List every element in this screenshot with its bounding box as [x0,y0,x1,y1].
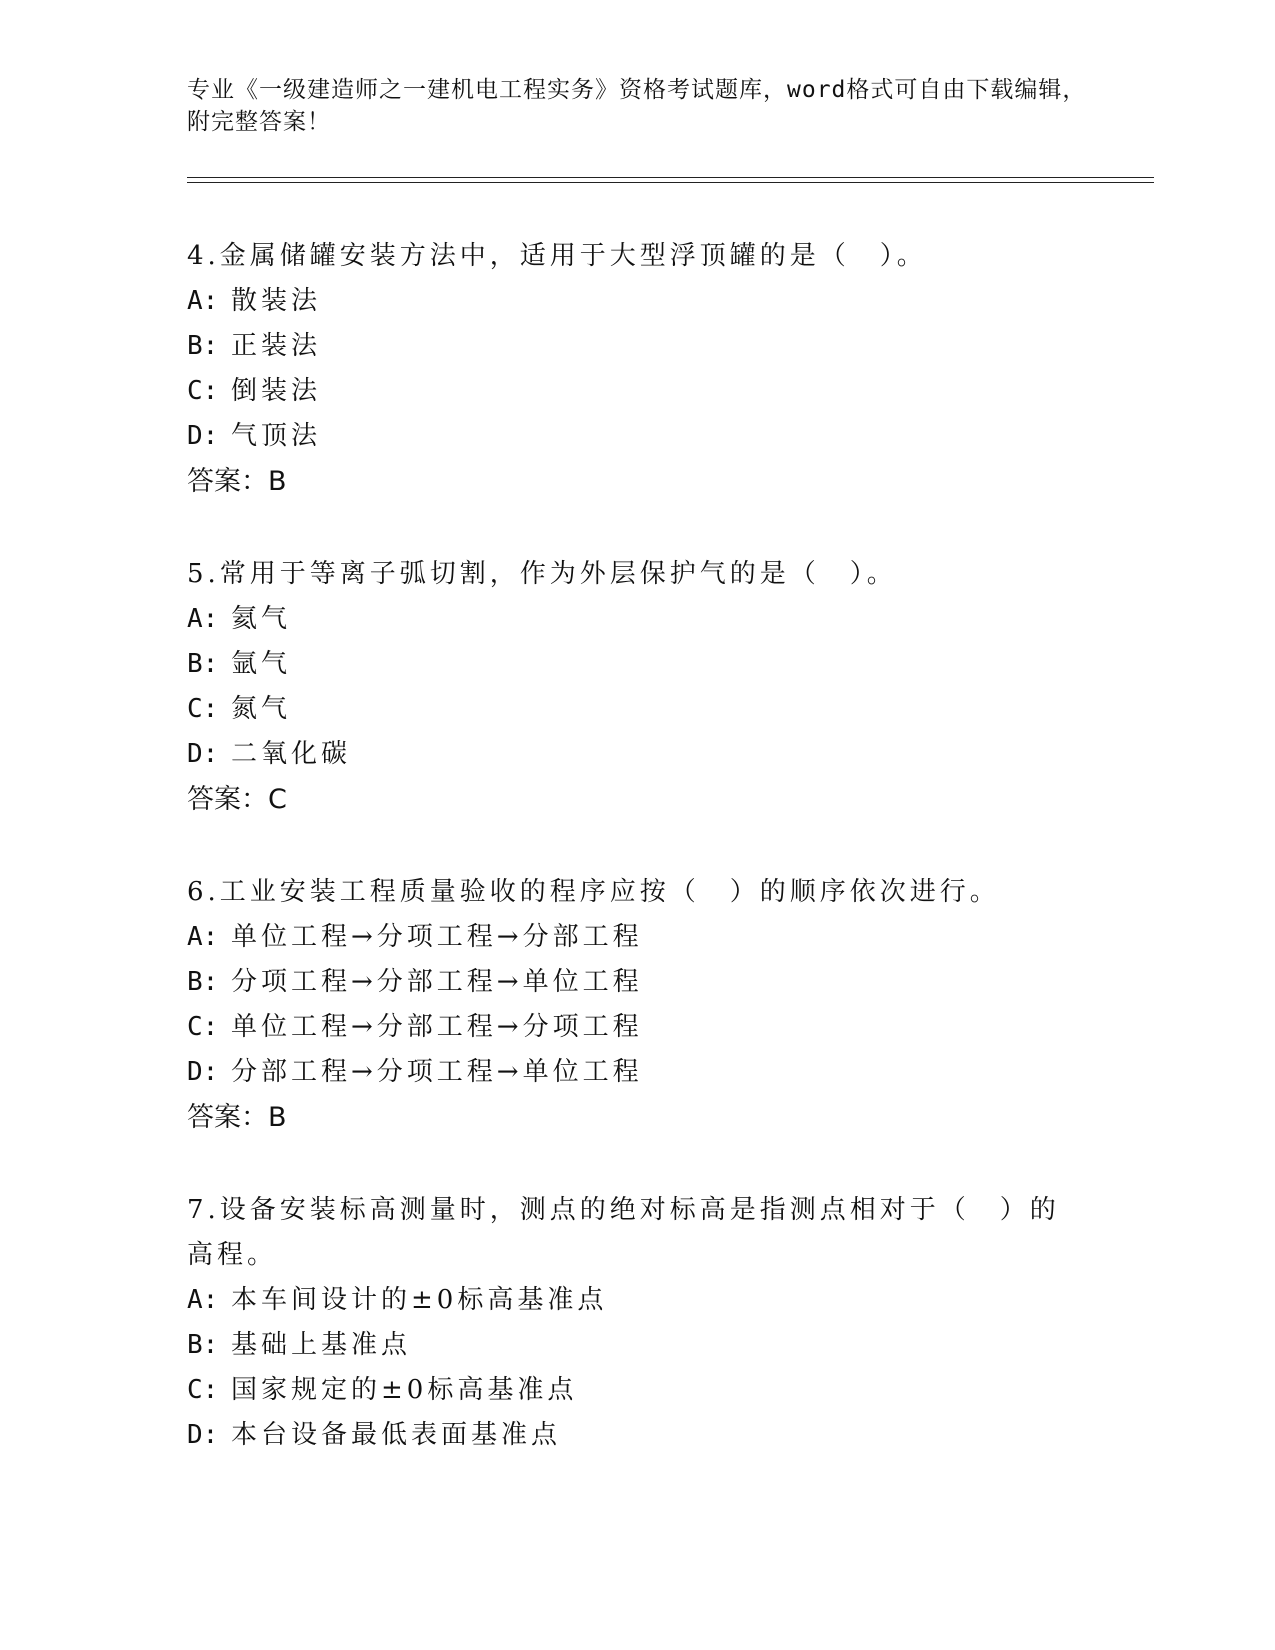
document-header: 专业《一级建造师之一建机电工程实务》资格考试题库，word格式可自由下载编辑，附完整答案！ [187,77,1087,135]
header-divider-top [187,177,1154,178]
option-b [187,960,1087,1005]
option-text: 单位工程→分项工程→分部工程 [231,922,643,952]
option-a [187,1278,1087,1323]
option-a [187,279,1087,324]
option-d [187,414,1087,459]
option-text: 氦气 [231,604,292,634]
option-d [187,1413,1087,1458]
option-letter: B: [187,331,219,361]
question-stem: 6.工业安装工程质量验收的程序应按（ ）的顺序依次进行。 [187,877,1000,907]
question-7 [187,1188,1087,1458]
option-letter: D: [187,1057,219,1087]
option-text: 分部工程→分项工程→单位工程 [231,1057,643,1087]
option-d [187,732,1087,777]
header-divider-bottom [187,182,1154,183]
option-letter: A: [187,922,219,952]
question-6 [187,870,1087,1140]
option-text: 分项工程→分部工程→单位工程 [231,967,643,997]
option-letter: C: [187,376,219,406]
option-letter: C: [187,694,219,724]
option-letter: A: [187,1285,219,1315]
option-b [187,324,1087,369]
option-letter: B: [187,967,219,997]
option-a [187,915,1087,960]
option-d [187,1050,1087,1095]
question-5 [187,552,1087,822]
option-text: 正装法 [231,331,322,361]
option-letter: C: [187,1375,219,1405]
answer: 答案：B [187,466,287,497]
option-letter: D: [187,739,219,769]
option-text: 二氧化碳 [231,739,352,769]
option-b [187,642,1087,687]
option-letter: D: [187,1420,219,1450]
option-text: 国家规定的±0标高基准点 [231,1375,578,1405]
answer: 答案：C [187,784,287,815]
option-text: 氩气 [231,649,292,679]
option-letter: B: [187,1330,219,1360]
option-c [187,1005,1087,1050]
option-letter: A: [187,604,219,634]
option-c [187,1368,1087,1413]
option-text: 气顶法 [231,421,322,451]
option-text: 基础上基准点 [231,1330,412,1360]
option-text: 散装法 [231,286,322,316]
option-c [187,687,1087,732]
question-stem: 4.金属储罐安装方法中，适用于大型浮顶罐的是（ ）。 [187,241,927,271]
option-c [187,369,1087,414]
option-text: 倒装法 [231,376,322,406]
option-text: 本车间设计的±0标高基准点 [231,1285,608,1315]
option-text: 本台设备最低表面基准点 [231,1420,562,1450]
question-stem: 5.常用于等离子弧切割，作为外层保护气的是（ ）。 [187,559,897,589]
question-stem: 7.设备安装标高测量时，测点的绝对标高是指测点相对于（ ）的高程。 [187,1195,1060,1270]
answer: 答案：B [187,1102,287,1133]
option-text: 氮气 [231,694,292,724]
option-a [187,597,1087,642]
question-4 [187,234,1087,504]
option-letter: D: [187,421,219,451]
option-text: 单位工程→分部工程→分项工程 [231,1012,643,1042]
option-letter: C: [187,1012,219,1042]
option-letter: B: [187,649,219,679]
option-letter: A: [187,286,219,316]
option-b [187,1323,1087,1368]
